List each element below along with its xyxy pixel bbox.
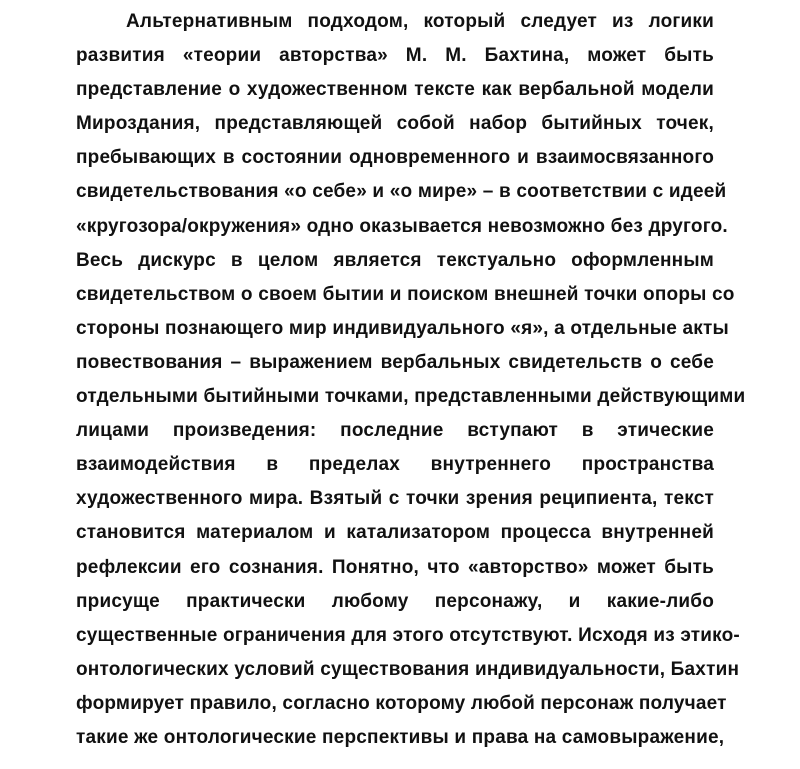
text-line-12: отдельными бытийными точками, представленными действующими xyxy=(76,386,746,408)
text-line-5: пребывающих в состоянии одновременного и взаимосвязанного xyxy=(76,147,714,169)
text-line-16: становится материалом и катализатором процесса внутренней xyxy=(76,522,714,544)
text-line-13: лицами произведения: последние вступают в этические xyxy=(76,420,714,442)
text-line-21: формирует правило, согласно которому любой персонаж получает xyxy=(76,692,727,714)
text-line-6: свидетельствования «о себе» и «о мире» – в соответствии с идеей xyxy=(76,181,727,203)
text-line-10: стороны познающего мир индивидуального «я», а отдельные акты xyxy=(76,317,729,339)
text-line-19: существенные ограничения для этого отсутствуют. Исходя из этико- xyxy=(76,624,740,646)
text-line-2: развития «теории авторства» М. М. Бахтина, может быть xyxy=(76,45,714,67)
text-line-3: представление о художественном тексте как вербальной модели xyxy=(76,79,714,101)
body-paragraph xyxy=(76,5,746,755)
text-line-1: Альтернативным подходом, который следует из логики xyxy=(126,11,714,32)
text-line-9: свидетельством о своем бытии и поиском внешней точки опоры со xyxy=(76,283,735,305)
text-line-14: взаимодействия в пределах внутреннего пространства xyxy=(76,454,714,476)
text-line-20: онтологических условий существования индивидуальности, Бахтин xyxy=(76,658,740,680)
text-line-18: присуще практически любому персонажу, и какие-либо xyxy=(76,590,714,612)
text-line-17: рефлексии его сознания. Понятно, что «авторство» может быть xyxy=(76,556,714,578)
text-line-4: Мироздания, представляющей собой набор бытийных точек, xyxy=(76,113,714,135)
text-line-8: Весь дискурс в целом является текстуально оформленным xyxy=(76,249,714,271)
text-line-15: художественного мира. Взятый с точки зрения реципиента, текст xyxy=(76,488,714,510)
text-line-7: «кругозора/окружения» одно оказывается невозможно без другого. xyxy=(76,215,728,237)
text-line-11: повествования – выражением вербальных свидетельств о себе xyxy=(76,351,714,373)
text-line-22: такие же онтологические перспективы и права на самовыражение, xyxy=(76,726,725,748)
